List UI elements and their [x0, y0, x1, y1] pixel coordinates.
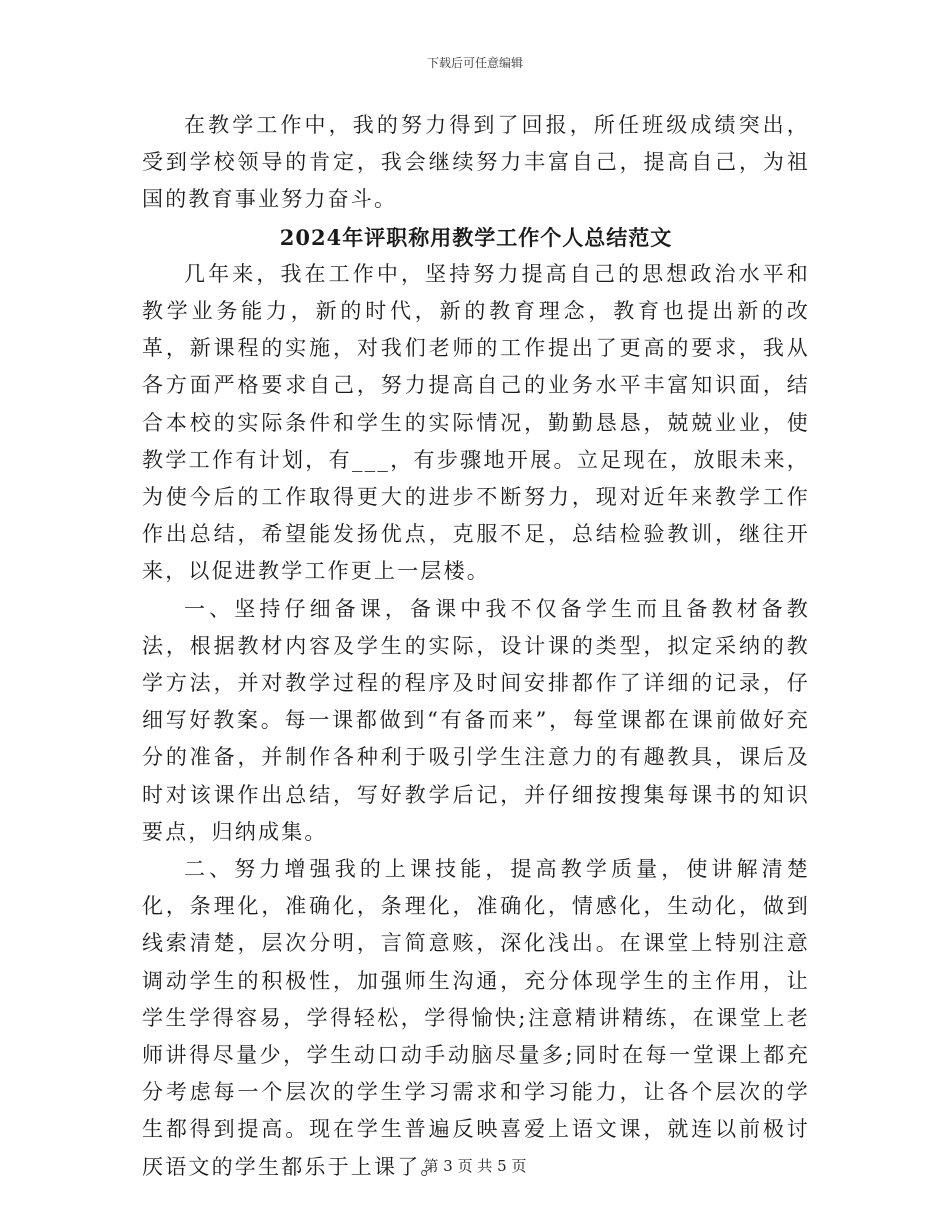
paragraph-lesson-prep: 一、坚持仔细备课，备课中我不仅备学生而且备教材备教法，根据教材内容及学生的实际，设计课的类型，拟定采纳的教学方法，并对教学过程的程序及时间安排都作了详细的记录，仔细写好教案。每一课都做到“有备而来”，每堂课都在课前做好充分的准备，并制作各种利于吸引学生注意力的有趣教具，课后及时对该课作出总结，写好教学后记，并仔细按搜集每课书的知识要点，归纳成集。	[142, 596, 810, 844]
document-title: 2024年评职称用教学工作个人总结范文	[279, 224, 673, 250]
paragraph-overview: 几年来，我在工作中，坚持努力提高自己的思想政治水平和教学业务能力，新的时代，新的教育理念，教育也提出新的改革，新课程的实施，对我们老师的工作提出了更高的要求，我从各方面严格要求自己，努力提高自己的业务水平丰富知识面，结合本校的实际条件和学生的实际情况，勤勤恳恳，兢兢业业，使教学工作有计划，有___，有步骤地开展。立足现在，放眼未来，为使今后的工作取得更大的进步不断努力，现对近年来教学工作作出总结，希望能发扬优点，克服不足，总结检验教训，继往开来，以促进教学工作更上一层楼。	[142, 261, 810, 584]
page-number: 第 3 页 共 5 页	[423, 1157, 527, 1175]
paragraph-teaching-skills: 二、努力增强我的上课技能，提高教学质量，使讲解清楚化，条理化，准确化，条理化，准确化，情感化，生动化，做到线索清楚，层次分明，言简意赅，深化浅出。在课堂上特别注意调动学生的积极性，加强师生沟通，充分体现学生的主作用，让学生学得容易，学得轻松，学得愉快;注意精讲精练，在课堂上老师讲得尽量少，学生动口动手动脑尽量多;同时在每一堂课上都充分考虑每一个层次的学生学习需求和学习能力，让各个层次的学生都得到提高。现在学生普遍反映喜爱上语文课，就连以前极讨厌语文的学生都乐于上课了。	[142, 857, 810, 1179]
paragraph-intro: 在教学工作中，我的努力得到了回报，所任班级成绩突出，受到学校领导的肯定，我会继续努力丰富自己，提高自己，为祖国的教育事业努力奋斗。	[142, 113, 810, 212]
document-body	[142, 107, 810, 1186]
page-header-note: 下载后可任意编辑	[426, 56, 523, 70]
